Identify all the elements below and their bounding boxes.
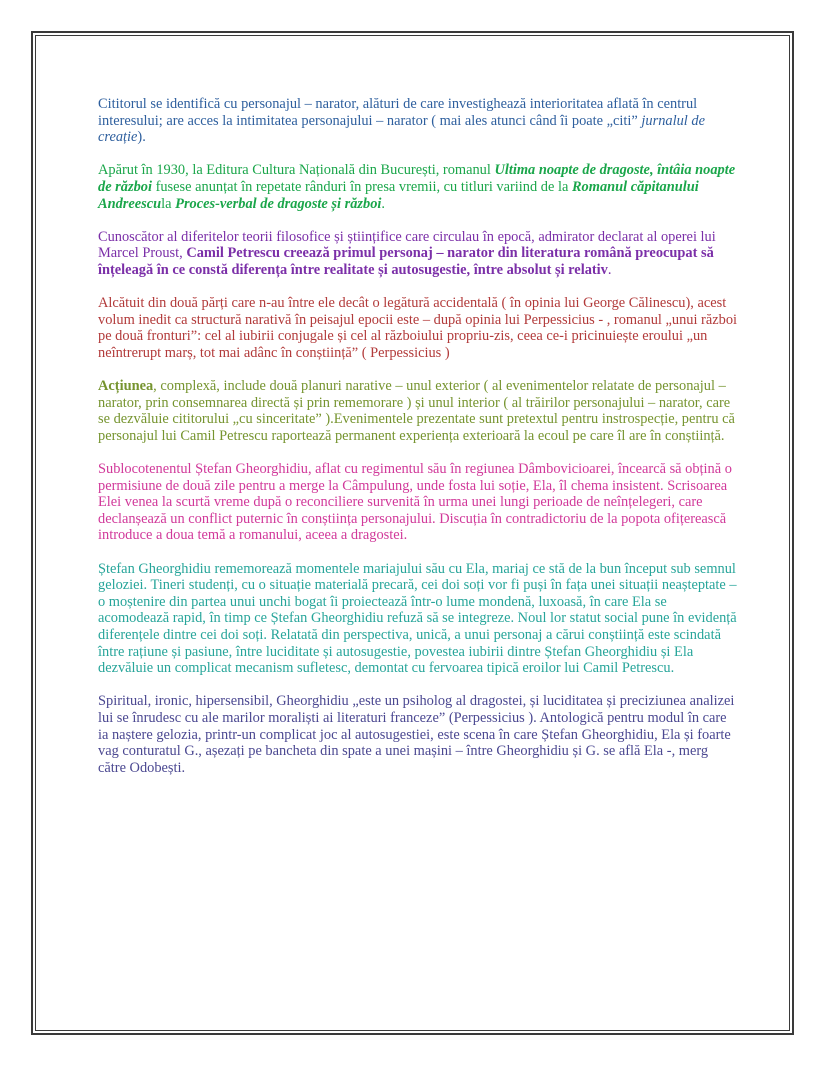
p1-text: Cititorul se identifică cu personajul – narator, alături de care investighează interioritatea aflată în centrul interesului; are acces la intimitatea personajului – narator ( mai ales atunci când îi poate „citi” xyxy=(98,96,698,129)
p7-text: Ștefan Gheorghidiu rememorează momentele mariajului său cu Ela, mariaj ce stă de la bun început sub semnul geloziei. Tineri studenți, cu o situație materială precară, cei doi soți vor fi puși în fața unei situații neașteptate – o moștenire din partea unui unchi bogat îi proiectează într-o lume mondenă, luxoasă, în care Ela se acomodează rapid, în timp ce Ștefan Gheorghidiu refuză să se integreze. Noul lor statut social pune în evidență diferențele dintre cei doi soți. Relatată din perspectiva, unică, a unui personaj a cărui conștiință este scindată între rațiune și pasiune, între luciditate și autosugestie, povestea iubirii dintre Ștefan Gheorghidiu și Ela dezvăluie un complicat mecanism sufletesc, demontat cu fervoarea tipică eroilor lui Camil Petrescu. xyxy=(98,560,737,677)
paragraph-action xyxy=(98,378,738,444)
p1-italic-diary: jurnalul de creație xyxy=(98,112,705,146)
paragraph-publication xyxy=(98,162,738,212)
paragraph-marriage xyxy=(98,561,738,677)
paragraph-reader-identification xyxy=(98,96,738,146)
p2-text-end: . xyxy=(381,195,386,212)
p5-bold-actiunea: Acțiunea xyxy=(98,378,154,395)
document-body xyxy=(98,96,738,793)
p1-text-end: ). xyxy=(137,129,146,146)
p8-text: Spiritual, ironic, hipersensibil, Gheorghidiu „este un psiholog al dragostei, și luciditatea și preciziunea analizei lui se înrudesc cu ale marilor moraliști ai literaturi franceze” (Perpessicius ). Antologică pentru modul în care ia naștere gelozia, printr-un complicat joc al autosugestiei, este scena în care Ștefan Gheorghidiu, Ela și foarte vag conturatul G., așezați pe bancheta din spate a unei mașini – între Gheorghidiu și G. se află Ela -, merg către Odobești. xyxy=(98,693,735,776)
p3-text-end: . xyxy=(607,261,612,278)
paragraph-psychologist xyxy=(98,693,738,776)
p2-novel-title: Ultima noapte de dragoste, întâia noapte de război xyxy=(98,162,736,195)
p6-text: Sublocotenentul Ștefan Gheorghidiu, aflat cu regimentul său în regiunea Dâmbovicioarei, încearcă să obțină o permisiune de două zile pentru a merge la Câmpulung, unde fosta lui soție, Ela, îl chema insistent. Scrisoarea Elei venea la scurtă vreme după o reconciliere survenită în urma unei lungi perioade de neînțelegeri, care declanșează un conflict puternic în conștiința personajului. Discuția în contradictoriu de la popota ofițerească introduce a doua temă a romanului, aceea a dragostei. xyxy=(98,461,732,544)
p5-text: , complexă, include două planuri narative – unul exterior ( al evenimentelor relatate de personajul – narator, prin consemnarea directă și prin rememorare ) și unul interior ( al trăirilor personajului – narator, care se dezvăluie cititorului „cu sinceritate” ).Evenimentele prezentate sunt pretextul pentru instrospecție, pentru că personajul lui Camil Petrescu raportează permanent experiența exterioară la ecoul pe care îl are în conștiință. xyxy=(98,378,735,444)
paragraph-camil-petrescu xyxy=(98,229,738,279)
p4-text: Alcătuit din două părți care n-au între ele decât o legătură accidentală ( în opinia lui George Călinescu), acest volum inedit ca structură narativă în peisajul epocii este – după opinia lui Perpessicius - , romanul „unui război pe două fronturi”: cel al iubirii conjugale și cel al războiului propriu-zis, ceea ce-i pricinuiește eroului „un neîntrerupt marș, tot mai adânc în conștiință” ( Perpessicius ) xyxy=(98,295,738,361)
p2-text-mid: fusese anunțat în repetate rânduri în presa vremii, cu titluri variind de la xyxy=(151,178,572,195)
p2-text: Apărut în 1930, la Editura Cultura Națională din București, romanul xyxy=(98,162,495,179)
p3-bold-thesis: Camil Petrescu creează primul personaj – narator din literatura română preocupat să înțeleagă în ce constă diferența între realitate și autosugestie, între absolut și relativ xyxy=(98,245,714,278)
p2-text-la: la xyxy=(161,195,176,212)
paragraph-structure xyxy=(98,295,738,361)
p2-alt-title-1: Romanul căpitanului Andreescu xyxy=(98,178,699,212)
paragraph-gheorghidiu-front xyxy=(98,461,738,544)
p3-text: Cunoscător al diferitelor teorii filosofice și științifice care circulau în epocă, admirator declarat al operei lui Marcel Proust, xyxy=(98,228,716,262)
p2-alt-title-2: Proces-verbal de dragoste și război xyxy=(175,195,382,212)
